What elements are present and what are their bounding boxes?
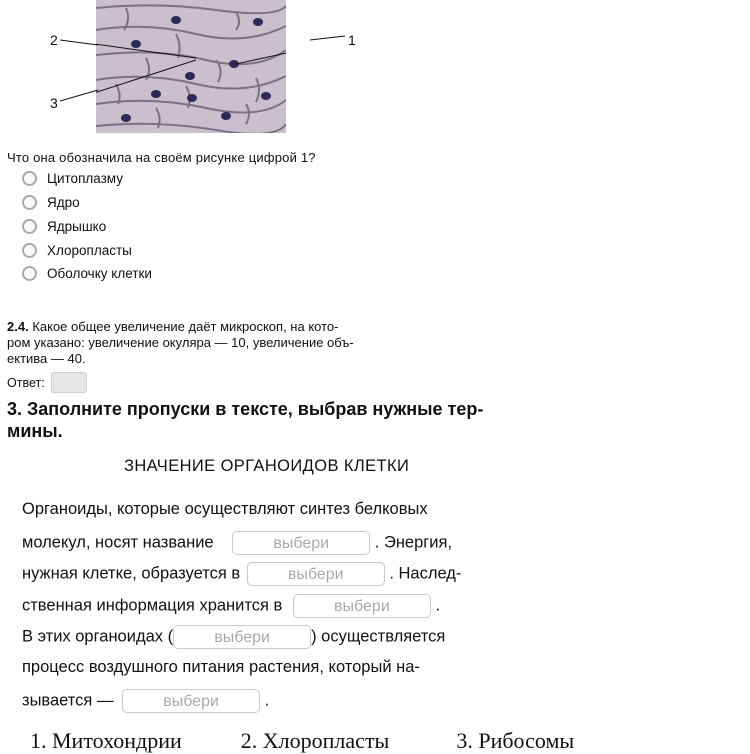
blank-select-4[interactable]: выбери xyxy=(173,625,311,649)
text-part: . Энергия, xyxy=(374,533,453,552)
question-text: Что она обозначила на своём рисунке цифрой 1? xyxy=(7,150,316,165)
blank-select-3[interactable]: выбери xyxy=(293,594,431,618)
task-3-heading xyxy=(7,398,587,442)
task-text-line3: ектива — 40. xyxy=(7,351,86,366)
text-title: ЗНАЧЕНИЕ ОРГАНОИДОВ КЛЕТКИ xyxy=(124,457,410,475)
blank-select-5[interactable]: выбери xyxy=(122,689,260,713)
text-part: . xyxy=(264,691,270,710)
heading-line1: 3. Заполните пропуски в тексте, выбрав нужные тер- xyxy=(7,399,484,419)
option-nucleolus[interactable] xyxy=(22,219,106,234)
callout-2: 2 xyxy=(50,32,58,48)
text-line-1: Органоиды, которые осуществляют синтез белковых xyxy=(22,500,428,518)
radio-icon[interactable] xyxy=(22,171,37,186)
radio-icon[interactable] xyxy=(22,243,37,258)
text-part: . Наслед- xyxy=(389,564,462,583)
option-label: Ядрышко xyxy=(47,219,107,234)
option-label: Хлоропласты xyxy=(47,243,132,258)
term-1: 1. Митохондрии xyxy=(30,728,182,753)
task-2-4 xyxy=(7,319,447,367)
radio-icon[interactable] xyxy=(22,219,37,234)
option-cell-wall[interactable] xyxy=(22,266,152,281)
text-line-2 xyxy=(22,531,452,555)
text-line-3 xyxy=(22,562,461,586)
task-text-line1: Какое общее увеличение даёт микроскоп, на кото- xyxy=(32,319,339,334)
task-number: 2.4. xyxy=(7,319,29,334)
text-line-5 xyxy=(22,625,445,649)
term-3: 3. Рибосомы xyxy=(456,728,575,753)
callout-1: 1 xyxy=(348,32,356,48)
text-part: зывается — xyxy=(22,691,114,710)
term-2: 2. Хлоропласты xyxy=(240,728,390,753)
blank-select-2[interactable]: выбери xyxy=(247,562,385,586)
blank-select-1[interactable]: выбери xyxy=(232,531,370,555)
callout-3: 3 xyxy=(50,95,58,111)
text-part: ) осуществляется xyxy=(311,627,446,646)
radio-icon[interactable] xyxy=(22,195,37,210)
text-part: В этих органоидах ( xyxy=(22,627,174,646)
option-label: Цитоплазму xyxy=(47,171,123,186)
option-chloroplasts[interactable] xyxy=(22,243,132,258)
option-label: Ядро xyxy=(47,195,80,210)
heading-line2: мины. xyxy=(7,421,63,441)
text-line-6: процесс воздушного питания растения, который на- xyxy=(22,658,420,676)
text-part: ственная информация хранится в xyxy=(22,596,283,615)
text-line-7 xyxy=(22,689,269,713)
task-text-line2: ром указано: увеличение окуляра — 10, увеличение объ- xyxy=(7,335,354,350)
callout-lines xyxy=(60,30,360,110)
option-cytoplasm[interactable] xyxy=(22,171,123,186)
answer-row xyxy=(7,372,87,393)
answer-input[interactable] xyxy=(51,372,87,393)
terms-list xyxy=(30,728,574,754)
option-nucleus[interactable] xyxy=(22,195,80,210)
text-part: молекул, носят название xyxy=(22,533,214,552)
text-part: нужная клетке, образуется в xyxy=(22,564,241,583)
radio-icon[interactable] xyxy=(22,266,37,281)
answer-label: Ответ: xyxy=(7,375,45,390)
option-label: Оболочку клетки xyxy=(47,266,152,281)
text-part: . xyxy=(435,596,441,615)
text-line-4 xyxy=(22,594,440,618)
